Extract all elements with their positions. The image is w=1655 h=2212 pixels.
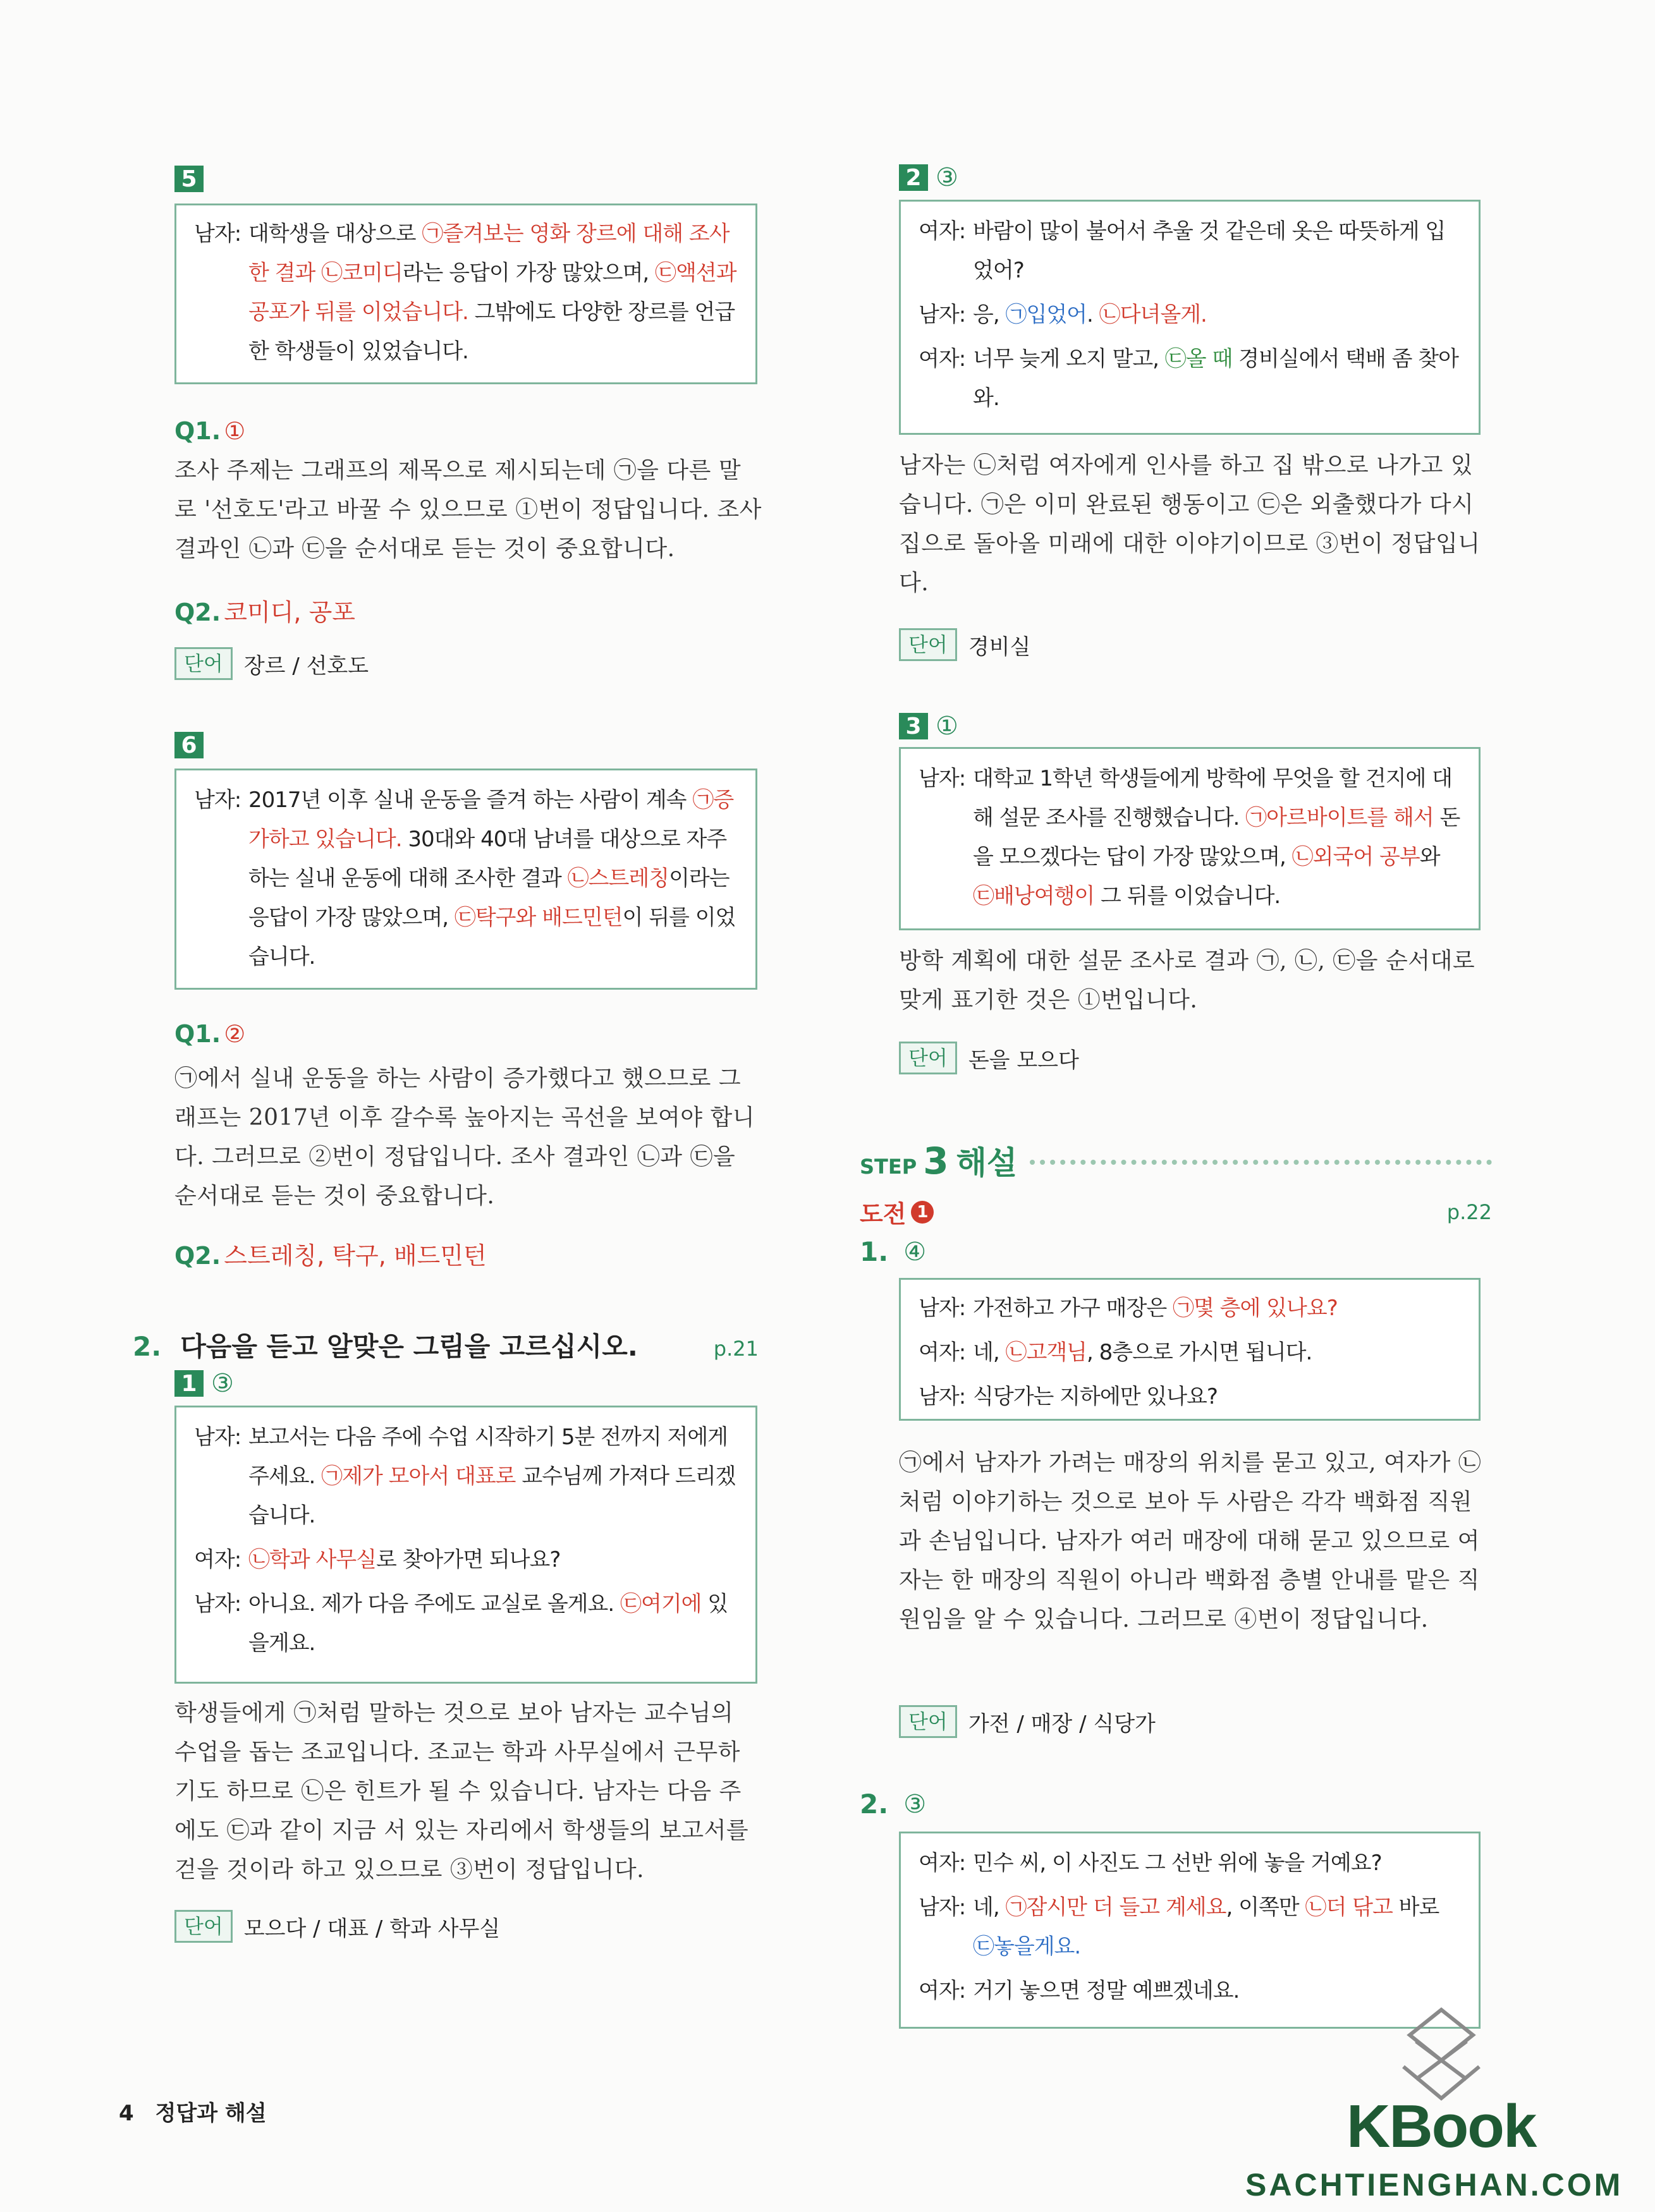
highlighted-phrase: ㉠몇 층에 있나요? <box>1173 1296 1338 1321</box>
answer-mark: ③ <box>211 1369 234 1398</box>
highlighted-phrase: ㉠제가 모아서 대표로 <box>321 1464 516 1489</box>
dialog-utterance <box>919 295 1461 334</box>
plain-phrase: 경비실에서 택배 좀 찾아 와. <box>973 346 1458 411</box>
step-header <box>860 1138 1492 1183</box>
vocab-row <box>174 647 369 680</box>
highlighted-phrase: ㉡다녀올게. <box>1099 302 1207 327</box>
utterance-text <box>973 295 1207 334</box>
highlighted-phrase: ㉡스트레칭 <box>567 866 669 891</box>
challenge-row <box>860 1194 1492 1229</box>
vocab-words: 모으다 / 대표 / 학과 사무실 <box>243 1916 501 1942</box>
plain-phrase: 와 <box>1419 844 1440 870</box>
section-number: 2. <box>133 1331 162 1362</box>
dialog-utterance <box>194 214 738 371</box>
item-header <box>899 163 958 192</box>
dialog-box <box>899 1278 1481 1421</box>
speaker-label: 남자: <box>194 1425 241 1450</box>
speaker-label: 여자: <box>194 1547 241 1572</box>
step-word: STEP <box>860 1155 917 1179</box>
plain-phrase: 식당가는 지하에만 있나요? <box>973 1384 1218 1409</box>
question-header <box>860 1789 926 1820</box>
speaker-label: 남자: <box>919 1384 966 1409</box>
vocab-row <box>899 1705 1156 1738</box>
q2-answer: 스트레칭, 탁구, 배드민턴 <box>224 1242 487 1270</box>
section-title: 다음을 듣고 알맞은 그림을 고르십시오. <box>180 1331 638 1362</box>
plain-phrase: 그 뒤를 이었습니다. <box>1094 884 1281 909</box>
plain-phrase: 거기 놓으면 정말 예쁘겠네요. <box>973 1978 1240 2003</box>
plain-phrase: 바람이 많이 불어서 추울 것 같은데 옷은 따뜻하게 입었어? <box>973 219 1446 283</box>
dialog-utterance <box>194 781 738 976</box>
utterance-text <box>973 1377 1218 1416</box>
plain-phrase: 그밖에도 다양한 장르를 언급한 학생들이 있었습니다. <box>248 300 735 364</box>
plain-phrase: 대학생을 대상으로 <box>248 221 422 246</box>
page-number: 4 <box>119 2101 134 2126</box>
dialog-line <box>919 759 1461 916</box>
utterance-text <box>973 1333 1312 1372</box>
highlighted-phrase: ㉢액션과 공포가 뒤를 이었습니다. <box>248 260 736 325</box>
speaker-label: 남자: <box>919 766 966 791</box>
explanation: 학생들에게 ㉠처럼 말하는 것으로 보아 남자는 교수님의 수업을 돕는 조교입니다. 조교는 학과 사무실에서 근무하기도 하므로 ㉡은 힌트가 될 수 있습니다. 남자는 다음 주에도 ㉢과 같이 지금 서 있는 자리에서 학생들의 보고서를 걷을 것이라 하고 있으므로 ③번이 정답입니다. <box>174 1700 749 1883</box>
highlighted-phrase: ㉢놓을게요. <box>973 1934 1081 1959</box>
plain-phrase: 로 찾아가면 되나요? <box>376 1547 561 1572</box>
speaker-label: 여자: <box>919 1340 966 1365</box>
highlighted-phrase: ㉡코미디 <box>321 260 403 286</box>
utterance-text <box>973 339 1461 418</box>
answer-mark: ① <box>936 712 958 741</box>
plain-phrase: 라는 응답이 가장 많았으며, <box>402 260 656 286</box>
vocab-tag: 단어 <box>174 1910 233 1943</box>
right-column <box>822 0 1655 2212</box>
speaker-label: 여자: <box>919 346 966 372</box>
utterance-text <box>248 1418 738 1535</box>
dialog-utterance <box>919 1289 1461 1328</box>
dialog-line <box>194 781 738 976</box>
speaker-label: 남자: <box>919 1296 966 1321</box>
highlighted-phrase: ㉢올 때 <box>1164 346 1233 372</box>
vocab-tag: 단어 <box>899 628 957 661</box>
speaker-label: 남자: <box>194 787 241 813</box>
dialog-utterance <box>194 1418 738 1535</box>
highlighted-phrase: ㉢배낭여행이 <box>973 884 1095 909</box>
dialog-utterance <box>919 212 1461 290</box>
explanation: 남자는 ㉡처럼 여자에게 인사를 하고 집 밖으로 나가고 있습니다. ㉠은 이미 완료된 행동이고 ㉢은 외출했다가 다시 집으로 돌아올 미래에 대한 이야기이므로 ③번이 정답입니다. <box>899 453 1481 596</box>
q1-explanation: ㉠에서 실내 운동을 하는 사람이 증가했다고 했으므로 그래프는 2017년 이후 갈수록 높아지는 곡선을 보여야 합니다. 그러므로 ②번이 정답입니다. 조사 결과인 ㉡과 ㉢을 순서대로 듣는 것이 중요합니다. <box>174 1066 755 1209</box>
step-title: 해설 <box>956 1145 1018 1181</box>
answer-mark: ③ <box>903 1789 927 1819</box>
page-reference: p.21 <box>713 1337 759 1361</box>
vocab-tag: 단어 <box>899 1042 957 1074</box>
dialog-box <box>899 747 1481 930</box>
highlighted-phrase: ㉠잠시만 더 들고 계세요 <box>1005 1895 1226 1920</box>
utterance-text <box>248 1584 738 1663</box>
watermark-brand: KBook <box>1347 2093 1536 2160</box>
vocab-words: 가전 / 매장 / 식당가 <box>968 1711 1156 1737</box>
item-number-badge: 6 <box>174 732 204 758</box>
plain-phrase: . <box>1087 302 1099 327</box>
q1-explanation: 조사 주제는 그래프의 제목으로 제시되는데 ㉠을 다른 말로 '선호도'라고 바꿀 수 있으므로 ①번이 정답입니다. 조사 결과인 ㉡과 ㉢을 순서대로 듣는 것이 중요합니다. <box>174 458 762 562</box>
q1-label: Q1. <box>174 1020 221 1048</box>
highlighted-phrase: ㉢여기에 <box>620 1591 702 1617</box>
dialog-box <box>899 200 1481 435</box>
challenge-number-badge: 1 <box>911 1201 934 1224</box>
highlighted-phrase: ㉡더 닦고 <box>1305 1895 1393 1920</box>
q1-answer: ② <box>224 1020 246 1048</box>
plain-phrase: 응, <box>973 302 1006 327</box>
dialog-box <box>174 1406 757 1684</box>
step-dotted-rule <box>1030 1160 1492 1165</box>
watermark <box>1239 1997 1644 2206</box>
plain-phrase: 보고서는 다음 주에 수업 시작하기 5분 전까지 저에게 주세요. <box>248 1425 728 1489</box>
utterance-text <box>973 759 1461 916</box>
highlighted-phrase: ㉡외국어 공부 <box>1292 844 1420 870</box>
question-number: 1. <box>860 1236 889 1267</box>
utterance-text <box>973 1888 1461 1966</box>
q1-heading <box>174 417 245 445</box>
plain-phrase: 교수님께 가져다 드리겠습니다. <box>248 1464 736 1528</box>
plain-phrase: 대학교 1학년 학생들에게 방학에 무엇을 할 건지에 대해 설문 조사를 진행했습니다. <box>973 766 1453 830</box>
plain-phrase: 너무 늦게 오지 말고, <box>973 346 1165 372</box>
plain-phrase: 2017년 이후 실내 운동을 즐겨 하는 사람이 계속 <box>248 787 693 813</box>
question-number: 2. <box>860 1789 889 1820</box>
plain-phrase: 이라는 응답이 가장 많았으며, <box>248 866 730 930</box>
dialog-utterance <box>919 1844 1461 1883</box>
footer-title: 정답과 해설 <box>155 2101 267 2126</box>
dialog-line <box>919 1289 1461 1416</box>
q1-answer: ① <box>224 417 246 445</box>
dialog-line <box>919 1844 1461 2010</box>
vocab-words: 장르 / 선호도 <box>243 653 369 679</box>
q1-heading <box>174 1020 245 1048</box>
speaker-label: 남자: <box>919 302 966 327</box>
speaker-label: 여자: <box>919 219 966 244</box>
plain-phrase: , 이쪽만 <box>1226 1895 1305 1920</box>
highlighted-phrase: ㉠입었어 <box>1005 302 1087 327</box>
highlighted-phrase: ㉠아르바이트를 해서 <box>1245 805 1434 830</box>
utterance-text <box>973 1971 1239 2010</box>
dialog-line <box>194 214 738 371</box>
question-header <box>860 1236 926 1267</box>
dialog-utterance <box>919 339 1461 418</box>
plain-phrase: 돈을 모으겠다는 답이 가장 많았으며, <box>973 805 1460 870</box>
utterance-text <box>973 1844 1382 1883</box>
vocab-words: 돈을 모으다 <box>968 1047 1079 1073</box>
page-footer <box>119 2096 267 2127</box>
item-number-badge: 3 <box>899 713 928 739</box>
dialog-box <box>174 204 757 384</box>
plain-phrase: 바로 <box>1392 1895 1439 1920</box>
utterance-text <box>248 214 738 371</box>
step-number: 3 <box>923 1139 949 1182</box>
explanation: ㉠에서 남자가 가려는 매장의 위치를 묻고 있고, 여자가 ㉡처럼 이야기하는 것으로 보아 두 사람은 각각 백화점 직원과 손님입니다. 남자가 여러 매장에 대해 묻고 있으므로 여자는 한 매장의 직원이 아니라 백화점 층별 안내를 맡은 직원임을 알 수 있습니다. 그러므로 ④번이 정답입니다. <box>899 1450 1482 1632</box>
vocab-words: 경비실 <box>968 634 1031 660</box>
page-reference: p.22 <box>1446 1200 1492 1224</box>
section-heading <box>133 1326 759 1364</box>
item-number-badge: 5 <box>174 166 204 192</box>
plain-phrase: 이 뒤를 이었습니다. <box>248 905 736 969</box>
q2-label: Q2. <box>174 1242 221 1270</box>
q2-label: Q2. <box>174 599 221 626</box>
left-column <box>0 0 822 2212</box>
highlighted-phrase: ㉡고객님 <box>1005 1340 1087 1365</box>
answer-mark: ④ <box>903 1237 927 1267</box>
dialog-utterance <box>919 1333 1461 1372</box>
utterance-text <box>248 1540 560 1579</box>
vocab-row <box>174 1910 500 1943</box>
plain-phrase: 민수 씨, 이 사진도 그 선반 위에 놓을 거예요? <box>973 1850 1382 1876</box>
dialog-utterance <box>919 1888 1461 1966</box>
q2-heading <box>174 1236 487 1271</box>
dialog-utterance <box>194 1584 738 1663</box>
utterance-text <box>248 781 738 976</box>
dialog-box <box>174 769 757 990</box>
speaker-label: 남자: <box>194 221 241 246</box>
utterance-text <box>973 1289 1338 1328</box>
dialog-utterance <box>919 1377 1461 1416</box>
dialog-utterance <box>919 759 1461 916</box>
plain-phrase: 가전하고 가구 매장은 <box>973 1296 1173 1321</box>
plain-phrase: 있을게요. <box>248 1591 728 1656</box>
utterance-text <box>973 212 1461 290</box>
vocab-tag: 단어 <box>174 647 233 680</box>
plain-phrase: 네, <box>973 1895 1006 1920</box>
speaker-label: 남자: <box>919 1895 966 1920</box>
plain-phrase: 아니요. 제가 다음 주에도 교실로 올게요. <box>248 1591 620 1617</box>
dialog-line <box>194 1418 738 1663</box>
highlighted-phrase: ㉡학과 사무실 <box>248 1547 377 1572</box>
explanation: 방학 계획에 대한 설문 조사로 결과 ㉠, ㉡, ㉢을 순서대로 맞게 표기한 것은 ①번입니다. <box>899 948 1475 1013</box>
watermark-site: SACHTIENGHAN.COM <box>1245 2167 1623 2203</box>
speaker-label: 여자: <box>919 1850 966 1876</box>
answer-mark: ③ <box>936 163 958 192</box>
item-header <box>899 712 958 741</box>
item-number-badge: 1 <box>174 1370 204 1397</box>
dialog-line <box>919 212 1461 418</box>
plain-phrase: , 8층으로 가시면 됩니다. <box>1087 1340 1312 1365</box>
plain-phrase: 30대와 40대 남녀를 대상으로 자주 하는 실내 운동에 대해 조사한 결과 <box>248 827 727 891</box>
q2-heading <box>174 593 355 628</box>
highlighted-phrase: ㉢탁구와 배드민턴 <box>454 905 623 930</box>
speaker-label: 남자: <box>194 1591 241 1617</box>
speaker-label: 여자: <box>919 1978 966 2003</box>
highlighted-phrase: ㉠증가하고 있습니다. <box>248 787 734 852</box>
item-number-badge: 2 <box>899 164 928 191</box>
q2-answer: 코미디, 공포 <box>224 599 355 626</box>
vocab-tag: 단어 <box>899 1705 957 1738</box>
dialog-utterance <box>194 1540 738 1579</box>
highlighted-phrase: ㉠즐겨보는 영화 장르에 대해 조사한 결과 <box>248 221 730 286</box>
q1-label: Q1. <box>174 417 221 445</box>
challenge-label: 도전 <box>860 1200 907 1228</box>
vocab-row <box>899 628 1030 661</box>
plain-phrase: 네, <box>973 1340 1006 1365</box>
vocab-row <box>899 1042 1079 1074</box>
item-header <box>174 1369 234 1398</box>
